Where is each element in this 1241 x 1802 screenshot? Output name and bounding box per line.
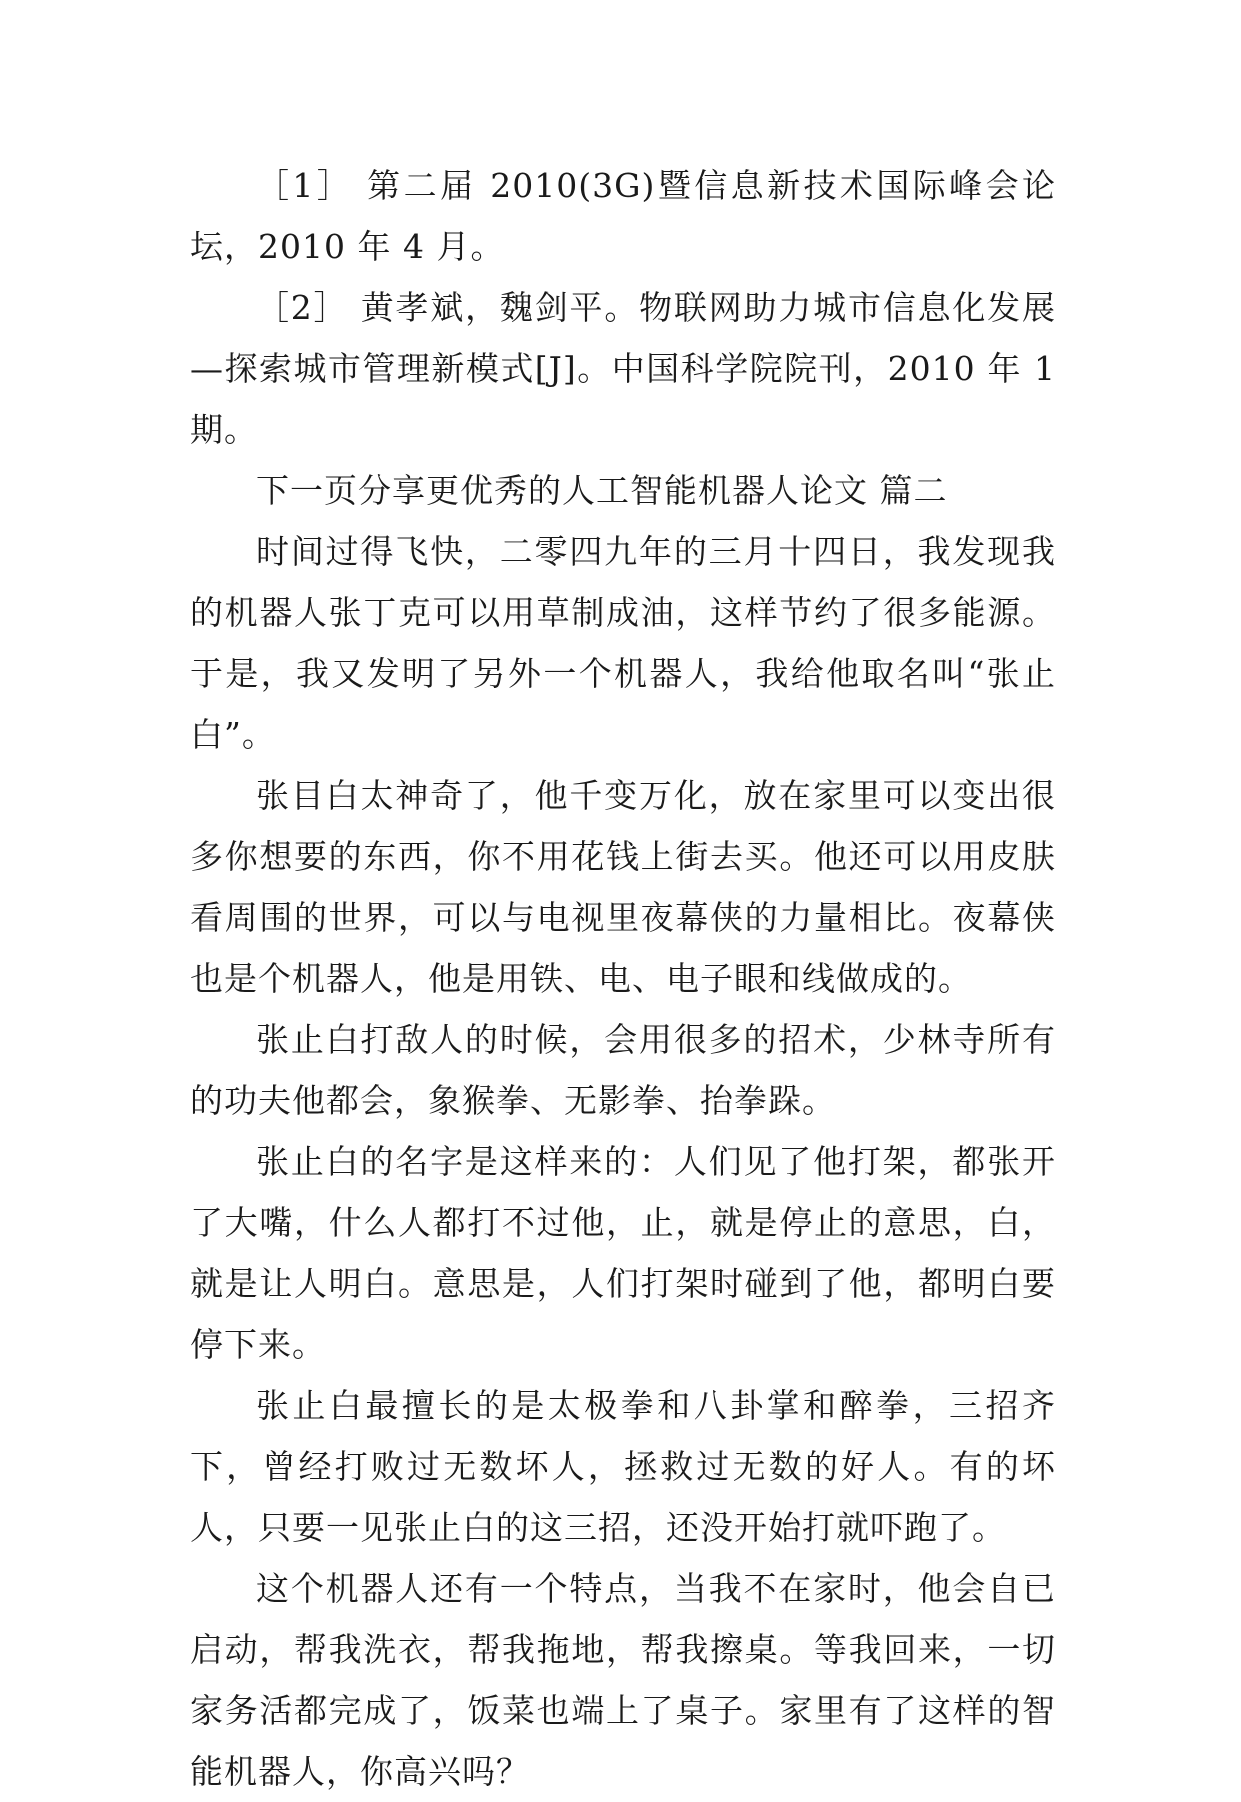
reference-item: ［2］ 黄孝斌，魏剑平。物联网助力城市信息化发展—探索城市管理新模式[J]。中国科学院院刊，2010 年 1 期。 [190, 288, 1056, 449]
reference-item: ［1］ 第二届 2010(3G)暨信息新技术国际峰会论坛，2010 年 4 月。 [190, 166, 1056, 266]
body-paragraph: 张止白打敌人的时候，会用很多的招术，少林寺所有的功夫他都会，象猴拳、无影拳、抬拳跺。 [190, 1020, 1056, 1120]
body-paragraph: 时间过得飞快，二零四九年的三月十四日，我发现我的机器人张丁克可以用草制成油，这样节约了很多能源。于是，我又发明了另外一个机器人，我给他取名叫“张止白”。 [190, 532, 1056, 754]
section-heading: 下一页分享更优秀的人工智能机器人论文 篇二 [256, 471, 948, 510]
body-paragraph: 这个机器人还有一个特点，当我不在家时，他会自已启动，帮我洗衣，帮我拖地，帮我擦桌。等我回来，一切家务活都完成了，饭菜也端上了桌子。家里有了这样的智能机器人，你高兴吗？ [190, 1569, 1056, 1791]
body-paragraph: 张止白的名字是这样来的：人们见了他打架，都张开了大嘴，什么人都打不过他，止，就是停止的意思，白，就是让人明白。意思是，人们打架时碰到了他，都明白要停下来。 [190, 1142, 1056, 1364]
body-paragraph: 张目白太神奇了，他千变万化，放在家里可以变出很多你想要的东西，你不用花钱上街去买。他还可以用皮肤看周围的世界，可以与电视里夜幕侠的力量相比。夜幕侠也是个机器人，他是用铁、电、电子眼和线做成的。 [190, 776, 1056, 998]
body-paragraph: 张止白最擅长的是太极拳和八卦掌和醉拳，三招齐下，曾经打败过无数坏人，拯救过无数的好人。有的坏人，只要一见张止白的这三招，还没开始打就吓跑了。 [190, 1386, 1056, 1547]
document-body [190, 155, 1056, 1802]
